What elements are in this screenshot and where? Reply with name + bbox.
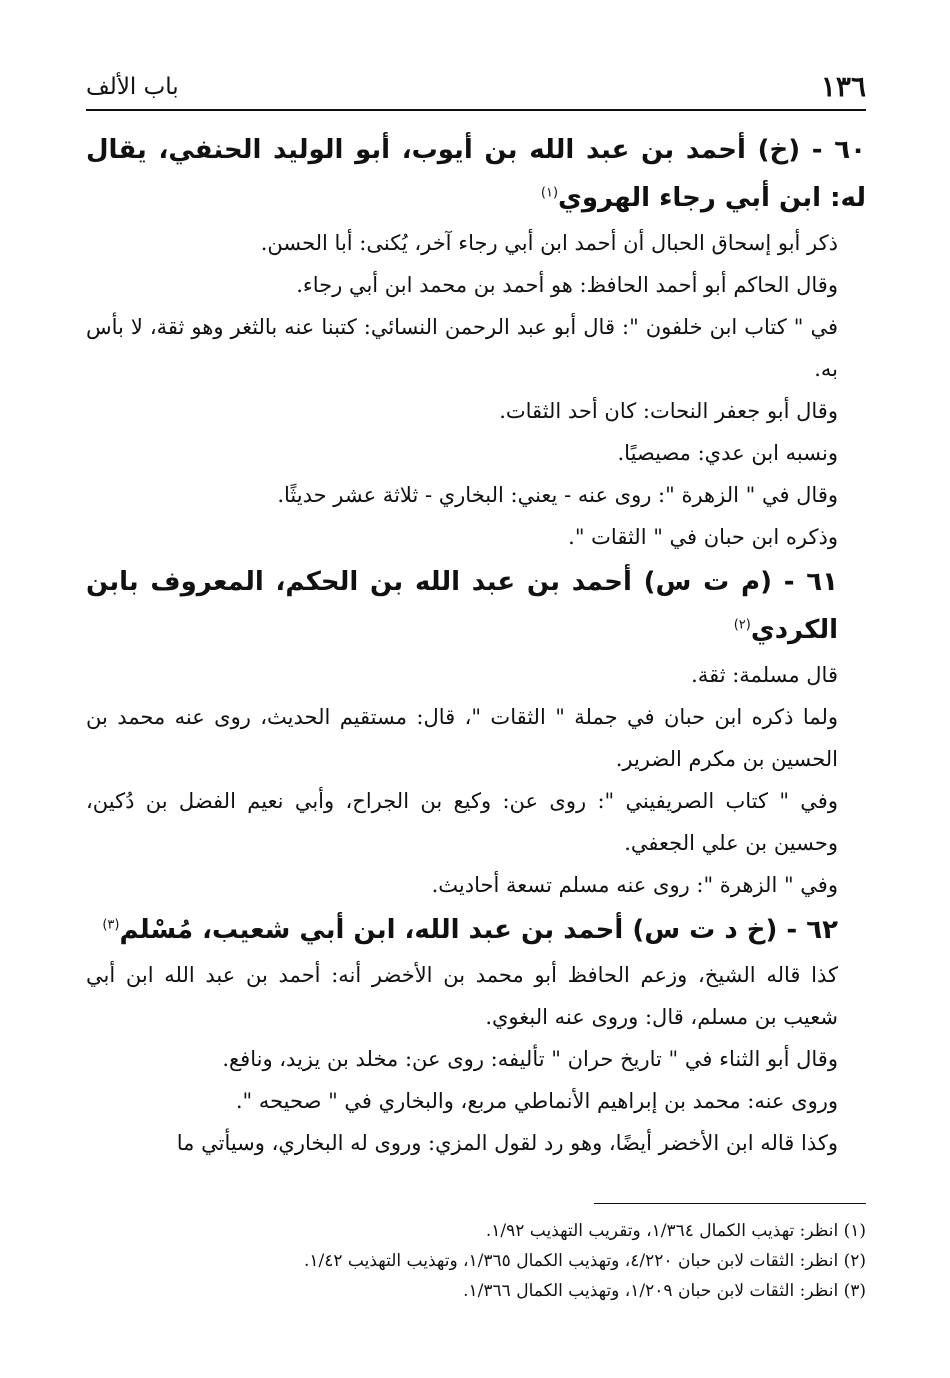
footnote-3: (٣) انظر: الثقات لابن حبان ١/٢٠٩، وتهذيب الكمال ١/٣٦٦. (463, 1281, 866, 1301)
entry-62-paragraph: وروى عنه: محمد بن إبراهيم الأنماطي مربع، والبخاري في " صحيحه ". (235, 1089, 838, 1113)
footnote-mark-3: (٣) (102, 917, 120, 933)
header-divider (86, 109, 866, 111)
footnote-2: (٢) انظر: الثقات لابن حبان ٤/٢٢٠، وتهذيب الكمال ١/٣٦٥، وتهذيب التهذيب ١/٤٢. (303, 1251, 866, 1271)
entry-60-paragraph: وقال في " الزهرة ": روى عنه - يعني: البخاري - ثلاثة عشر حديثًا. (277, 483, 838, 507)
entry-heading-60: ٦٠ - (خ) أحمد بن عبد الله بن أيوب، أبو الوليد الحنفي، يقال له: ابن أبي رجاء الهروي$^{(١)}$ (86, 135, 866, 213)
entry-62-paragraph: وقال أبو الثناء في " تاريخ حران " تأليفه: روى عن: مخلد بن يزيد، ونافع. (222, 1047, 838, 1071)
entry-heading-62: ٦٢ - (خ د ت س) أحمد بن عبد الله، ابن أبي شعيب، مُسْلم$^{(٣)}$ (102, 915, 838, 945)
entry-62-paragraph: وكذا قاله ابن الأخضر أيضًا، وهو رد لقول المزي: وروى له البخاري، وسيأتي ما (176, 1131, 838, 1155)
running-header (86, 70, 866, 110)
footnote-divider (594, 1203, 866, 1204)
footnote-1: (١) انظر: تهذيب الكمال ١/٣٦٤، وتقريب التهذيب ١/٩٢. (485, 1221, 866, 1241)
page-number: ١٣٦ (820, 70, 866, 103)
main-text (86, 126, 866, 1164)
footnote-mark-1: (١) (540, 185, 559, 201)
entry-60-paragraph: في " كتاب ابن خلفون ": قال أبو عبد الرحمن النسائي: كتبنا عنه بالثغر وهو ثقة، لا بأس به. (86, 315, 838, 381)
entry-60-paragraph: ونسبه ابن عدي: مصيصيًا. (617, 441, 838, 465)
entry-61-paragraph: قال مسلمة: ثقة. (691, 663, 838, 687)
entry-heading-61: ٦١ - (م ت س) أحمد بن عبد الله بن الحكم، المعروف بابن الكردي$^{(٢)}$ (86, 567, 838, 645)
entry-60-paragraph: وقال الحاكم أبو أحمد الحافظ: هو أحمد بن محمد ابن أبي رجاء. (296, 273, 838, 297)
entry-61-paragraph: وفي " الزهرة ": روى عنه مسلم تسعة أحاديث. (431, 873, 838, 897)
entry-61-paragraph: وفي " كتاب الصريفيني ": روى عن: وكيع بن الجراح، وأبي نعيم الفضل بن دُكين، وحسين بن علي الجعفي. (86, 789, 838, 855)
footnote-mark-2: (٢) (733, 617, 751, 633)
footnotes (86, 1216, 866, 1306)
entry-60-paragraph: وذكره ابن حبان في " الثقات ". (568, 525, 838, 549)
entry-60-paragraph: ذكر أبو إسحاق الحبال أن أحمد ابن أبي رجاء آخر، يُكنى: أبا الحسن. (260, 231, 838, 255)
chapter-title: باب الألف (86, 74, 179, 100)
entry-62-paragraph: كذا قاله الشيخ، وزعم الحافظ أبو محمد بن الأخضر أنه: أحمد بن عبد الله ابن أبي شعيب بن مسلم، قال: وروى عنه البغوي. (86, 963, 838, 1029)
entry-60-paragraph: وقال أبو جعفر النحات: كان أحد الثقات. (499, 399, 838, 423)
entry-61-paragraph: ولما ذكره ابن حبان في جملة " الثقات "، قال: مستقيم الحديث، روى عنه محمد بن الحسين بن مكرم الضرير. (86, 705, 838, 771)
